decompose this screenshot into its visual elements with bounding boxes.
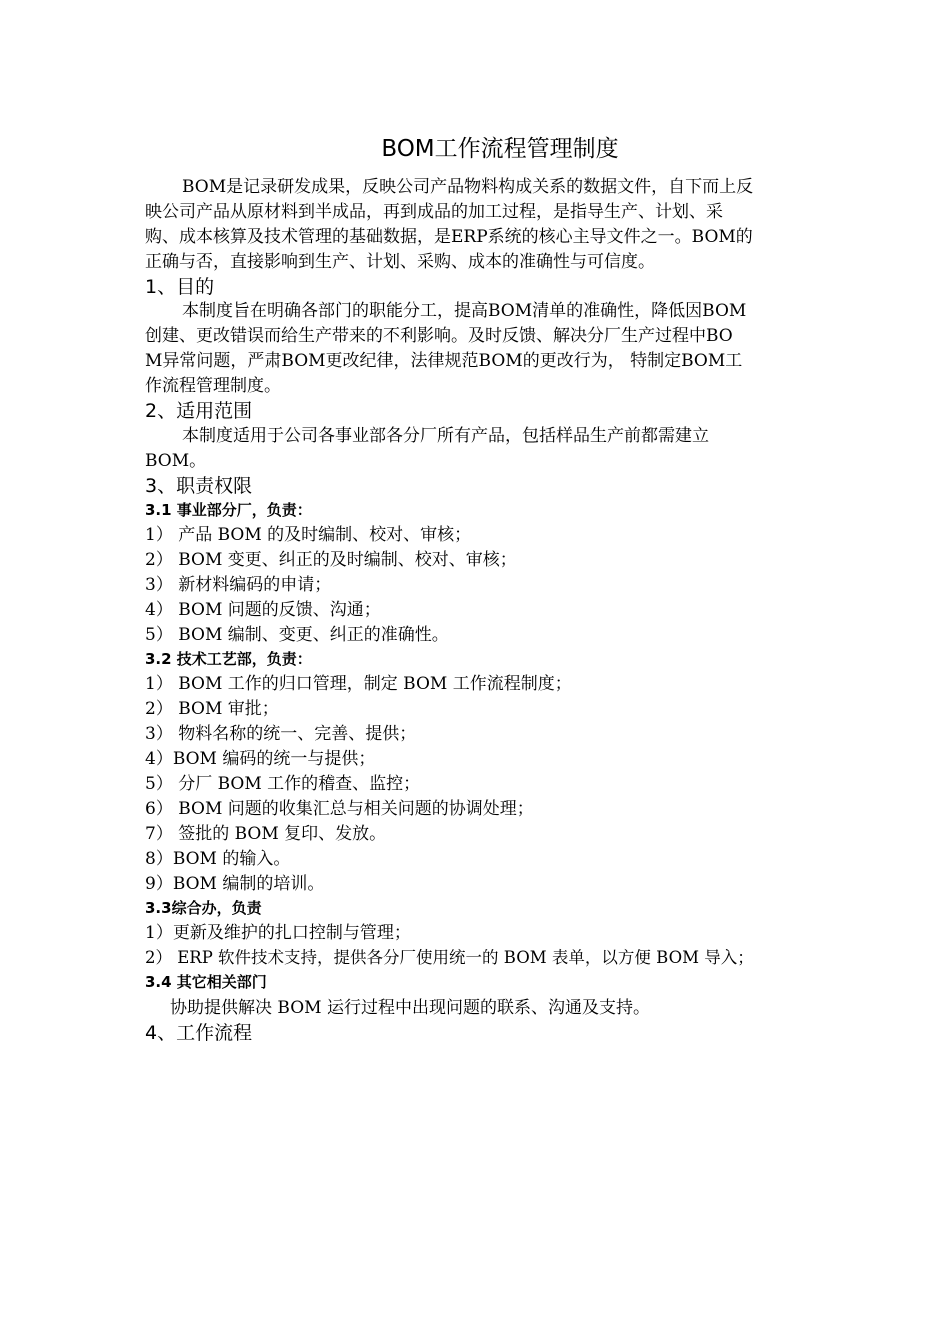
section-1-line-3: M异常问题，严肃BOM更改纪律，法律规范BOM的更改行为， 特制定BOM工 [145, 351, 743, 371]
section-3-2-item: 2） BOM 审批； [145, 699, 279, 719]
section-1-heading: 1、目的 [145, 276, 215, 298]
intro-line-3: 购、成本核算及技术管理的基础数据，是ERP系统的核心主导文件之一。BOM的 [145, 227, 753, 247]
section-3-1-item: 3） 新材料编码的申请； [145, 575, 332, 595]
section-4-heading: 4、工作流程 [145, 1022, 253, 1044]
document-title: BOM工作流程管理制度 [381, 136, 619, 162]
section-3-4-heading: 3.4 其它相关部门 [145, 973, 267, 991]
section-3-2-item: 5） 分厂 BOM 工作的稽查、监控； [145, 774, 421, 794]
section-3-3-item: 2） ERP 软件技术支持，提供各分厂使用统一的 BOM 表单，以方便 BOM 导入； [145, 948, 754, 967]
section-3-4-item: 协助提供解决 BOM 运行过程中出现问题的联系、沟通及支持。 [170, 998, 650, 1018]
section-3-2-item: 3） 物料名称的统一、完善、提供； [145, 724, 417, 744]
intro-line-2: 映公司产品从原材料到半成品，再到成品的加工过程，是指导生产、计划、采 [145, 202, 723, 222]
intro-line-1: BOM是记录研发成果，反映公司产品物料构成关系的数据文件，自下而上反 [182, 177, 754, 197]
section-3-2-item: 8）BOM 的输入。 [145, 849, 291, 869]
section-2-line-1: 本制度适用于公司各事业部各分厂所有产品，包括样品生产前都需建立 [182, 426, 709, 446]
section-1-line-4: 作流程管理制度。 [145, 376, 281, 396]
section-3-1-heading: 3.1 事业部分厂，负责： [145, 501, 312, 519]
section-3-heading: 3、职责权限 [145, 475, 253, 497]
section-3-2-item: 7） 签批的 BOM 复印、发放。 [145, 824, 387, 844]
section-3-2-item: 1） BOM 工作的归口管理，制定 BOM 工作流程制度； [145, 674, 572, 694]
section-3-2-heading: 3.2 技术工艺部，负责： [145, 650, 312, 668]
section-1-line-1: 本制度旨在明确各部门的职能分工，提高BOM清单的准确性，降低因BOM [182, 301, 747, 321]
section-2-heading: 2、适用范围 [145, 400, 253, 422]
section-3-2-item: 9）BOM 编制的培训。 [145, 874, 325, 894]
section-3-1-item: 4） BOM 问题的反馈、沟通； [145, 600, 381, 620]
section-1-line-2: 创建、更改错误而给生产带来的不利影响。及时反馈、解决分厂生产过程中BO [145, 326, 733, 346]
section-3-3-item: 1）更新及维护的扎口控制与管理； [145, 923, 411, 943]
section-2-line-2: BOM。 [145, 451, 207, 471]
section-3-1-item: 5） BOM 编制、变更、纠正的准确性。 [145, 625, 449, 645]
intro-line-4: 正确与否，直接影响到生产、计划、采购、成本的准确性与可信度。 [145, 252, 655, 272]
section-3-2-item: 6） BOM 问题的收集汇总与相关问题的协调处理； [145, 799, 534, 819]
section-3-2-item: 4）BOM 编码的统一与提供； [145, 749, 376, 769]
section-3-1-item: 2） BOM 变更、纠正的及时编制、校对、审核； [145, 550, 517, 570]
section-3-1-item: 1） 产品 BOM 的及时编制、校对、审核； [145, 525, 472, 545]
section-3-3-heading: 3.3综合办，负责 [145, 899, 262, 917]
